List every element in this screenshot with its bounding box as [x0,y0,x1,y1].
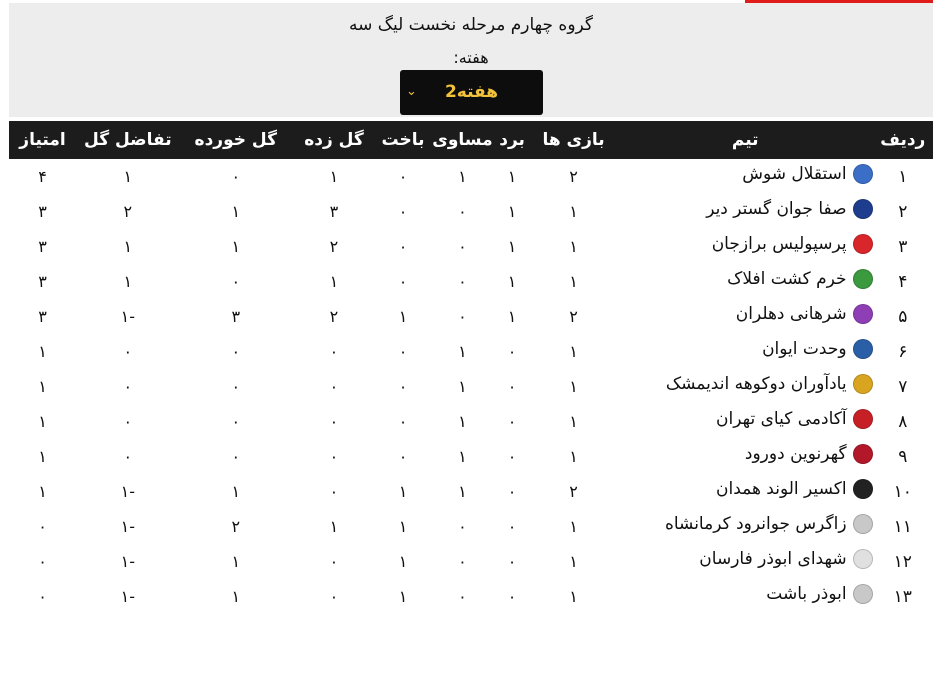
team-logo-icon [853,304,873,324]
table-row [9,404,933,439]
goal-difference-cell: ۱ [123,272,133,291]
points-cell: ۳ [38,237,47,256]
team-logo-icon [853,269,873,289]
played-cell: ۱ [569,517,578,536]
played-cell: ۲ [569,307,578,326]
team-name: آکادمی کیای تهران [716,409,847,429]
goal-difference-cell: ۱ [123,167,133,186]
goals-against-cell: ۳ [231,307,241,326]
team-name: اکسیر الوند همدان [715,479,847,499]
goals-against-cell: ۲ [231,517,241,536]
team-name: وحدت ایوان [762,339,847,359]
team-logo-icon [853,584,873,604]
goals-against-cell: ۰ [231,167,241,186]
goals-against-cell: ۱ [231,237,241,256]
lost-cell: ۰ [398,447,408,466]
chevron-down-icon: ⌄ [406,84,417,99]
team-cell [618,509,873,544]
drawn-cell: ۱ [458,342,467,361]
won-cell: ۰ [507,482,517,501]
team-cell [618,299,873,334]
won-cell: ۰ [507,517,517,536]
goal-difference-cell: ۰ [123,342,133,361]
team-info [727,269,872,289]
col-goal-difference: تفاضل گل [84,130,172,150]
table-row [9,299,933,334]
goals-for-cell: ۱ [329,167,339,186]
team-logo-icon [853,479,873,499]
goals-for-cell: ۰ [329,587,339,606]
team-info [699,549,872,569]
points-cell: ۰ [38,517,47,536]
goal-difference-cell: -۱ [120,517,135,536]
played-cell: ۲ [569,167,578,186]
team-logo-icon [853,514,873,534]
team-name: استقلال شوش [742,164,847,184]
goals-for-cell: ۱ [329,517,339,536]
goal-difference-cell: ۱ [123,237,133,256]
points-cell: ۰ [38,587,47,606]
standings-header [9,3,933,117]
team-logo-icon [853,339,873,359]
lost-cell: ۱ [398,482,408,501]
drawn-cell: ۰ [458,272,467,291]
drawn-cell: ۰ [458,307,467,326]
lost-cell: ۰ [398,377,408,396]
team-name: پرسپولیس برازجان [711,234,847,254]
goals-for-cell: ۰ [329,377,339,396]
table-row [9,229,933,264]
played-cell: ۱ [569,342,578,361]
team-info [762,339,873,359]
drawn-cell: ۱ [458,482,467,501]
goal-difference-cell: ۰ [123,447,133,466]
goals-against-cell: ۰ [231,412,241,431]
lost-cell: ۱ [398,307,408,326]
team-info [745,444,873,464]
rank-cell: ۴ [898,271,908,292]
table-body [9,159,933,614]
drawn-cell: ۰ [458,552,467,571]
team-info [736,304,873,324]
team-cell [618,334,873,369]
goals-for-cell: ۱ [329,272,339,291]
won-cell: ۰ [507,587,517,606]
team-logo-icon [853,549,873,569]
won-cell: ۰ [507,342,517,361]
table-row [9,194,933,229]
table-row [9,159,933,194]
played-cell: ۱ [569,237,578,256]
team-cell [618,264,873,299]
points-cell: ۱ [38,482,47,501]
goals-for-cell: ۳ [329,202,339,221]
team-cell [618,579,873,614]
rank-cell: ۱ [898,166,908,187]
rank-cell: ۱۲ [893,551,912,572]
rank-cell: ۸ [898,411,908,432]
lost-cell: ۰ [398,237,408,256]
goals-against-cell: ۰ [231,377,241,396]
table-row [9,264,933,299]
team-logo-icon [853,164,873,184]
goals-against-cell: ۰ [231,272,241,291]
goals-against-cell: ۱ [231,587,241,606]
goal-difference-cell: -۱ [120,587,135,606]
col-played: بازی ها [542,130,605,150]
goals-against-cell: ۰ [231,447,241,466]
team-info [716,409,873,429]
goals-for-cell: ۰ [329,447,339,466]
table-row [9,439,933,474]
team-cell [618,439,873,474]
played-cell: ۱ [569,412,578,431]
played-cell: ۱ [569,272,578,291]
goal-difference-cell: -۱ [120,482,135,501]
won-cell: ۰ [507,447,517,466]
group-title: گروه چهارم مرحله نخست لیگ سه [348,15,594,35]
won-cell: ۱ [507,202,517,221]
team-logo-icon [853,199,873,219]
table-row [9,474,933,509]
goal-difference-cell: ۲ [123,202,133,221]
drawn-cell: ۱ [458,412,467,431]
team-name: گهرنوین دورود [744,444,847,464]
col-goals-against: گل خورده [194,130,277,150]
goal-difference-cell: -۱ [120,307,135,326]
team-name: خرم کشت افلاک [727,269,847,289]
rank-cell: ۱۰ [893,481,912,502]
rank-cell: ۱۱ [893,516,912,537]
team-cell [618,404,873,439]
drawn-cell: ۱ [458,167,467,186]
team-cell [618,194,873,229]
goal-difference-cell: ۰ [123,412,133,431]
goals-for-cell: ۲ [329,237,339,256]
points-cell: ۱ [38,412,47,431]
col-drawn: مساوی [432,130,493,150]
standings-table [9,121,933,614]
lost-cell: ۱ [398,552,408,571]
played-cell: ۱ [569,447,578,466]
team-info [665,514,873,534]
week-label: هفته: [453,48,489,67]
team-cell [618,474,873,509]
rank-cell: ۹ [898,446,908,467]
goals-against-cell: ۱ [231,552,241,571]
played-cell: ۲ [569,482,578,501]
col-lost: باخت [381,130,425,150]
won-cell: ۰ [507,377,517,396]
team-cell [618,369,873,404]
goals-for-cell: ۰ [329,482,339,501]
goals-against-cell: ۰ [231,342,241,361]
table-row [9,544,933,579]
won-cell: ۱ [507,307,517,326]
team-cell [618,159,873,194]
points-cell: ۱ [38,447,47,466]
team-info [716,479,873,499]
rank-cell: ۷ [898,376,908,397]
lost-cell: ۰ [398,342,408,361]
team-name: شهدای ابوذر فارسان [699,549,847,569]
team-cell [618,229,873,264]
goal-difference-cell: -۱ [120,552,135,571]
rank-cell: ۵ [898,306,908,327]
goals-for-cell: ۰ [329,342,339,361]
table-row [9,579,933,614]
team-info [766,584,872,604]
team-name: زاگرس جوانرود کرمانشاه [664,514,847,534]
won-cell: ۰ [507,412,517,431]
team-logo-icon [853,444,873,464]
col-team: تیم [731,130,759,150]
played-cell: ۱ [569,202,578,221]
lost-cell: ۰ [398,167,408,186]
drawn-cell: ۰ [458,517,467,536]
goals-for-cell: ۲ [329,307,339,326]
points-cell: ۰ [38,552,47,571]
lost-cell: ۰ [398,412,408,431]
rank-cell: ۱۳ [893,586,912,607]
team-cell [618,544,873,579]
drawn-cell: ۱ [458,377,467,396]
points-cell: ۳ [38,202,47,221]
drawn-cell: ۰ [458,237,467,256]
team-name: یادآوران دوکوهه اندیمشک [665,374,847,394]
goals-for-cell: ۰ [329,412,339,431]
lost-cell: ۱ [398,587,408,606]
rank-cell: ۳ [898,236,908,257]
table-row [9,369,933,404]
week-select[interactable] [400,70,543,115]
col-points: امتیاز [19,130,66,150]
team-logo-icon [853,374,873,394]
team-info [666,374,873,394]
table-row [9,509,933,544]
lost-cell: ۱ [398,517,408,536]
played-cell: ۱ [569,587,578,606]
won-cell: ۱ [507,167,517,186]
goals-against-cell: ۱ [231,482,241,501]
drawn-cell: ۰ [458,202,467,221]
played-cell: ۱ [569,377,578,396]
won-cell: ۱ [507,237,517,256]
team-info [706,199,872,219]
drawn-cell: ۱ [458,447,467,466]
team-name: ابوذر باشت [766,584,847,604]
goals-against-cell: ۱ [231,202,241,221]
lost-cell: ۰ [398,202,408,221]
table-row [9,334,933,369]
team-name: شرهانی دهلران [735,304,847,324]
col-won: برد [499,130,525,150]
table-header-row [9,121,933,159]
col-goals-for: گل زده [304,130,364,150]
points-cell: ۱ [38,377,47,396]
team-logo-icon [853,234,873,254]
team-name: صفا جوان گستر دیر [706,199,847,219]
week-select-value: هفته2 [444,82,499,102]
col-rank: ردیف [880,130,926,150]
points-cell: ۳ [38,272,47,291]
played-cell: ۱ [569,552,578,571]
points-cell: ۳ [38,307,47,326]
points-cell: ۴ [38,167,47,186]
goals-for-cell: ۰ [329,552,339,571]
drawn-cell: ۰ [458,587,467,606]
team-info [712,234,873,254]
rank-cell: ۶ [898,341,908,362]
team-info [742,164,872,184]
lost-cell: ۰ [398,272,408,291]
goal-difference-cell: ۰ [123,377,133,396]
won-cell: ۰ [507,552,517,571]
won-cell: ۱ [507,272,517,291]
points-cell: ۱ [38,342,47,361]
team-logo-icon [853,409,873,429]
rank-cell: ۲ [898,201,908,222]
